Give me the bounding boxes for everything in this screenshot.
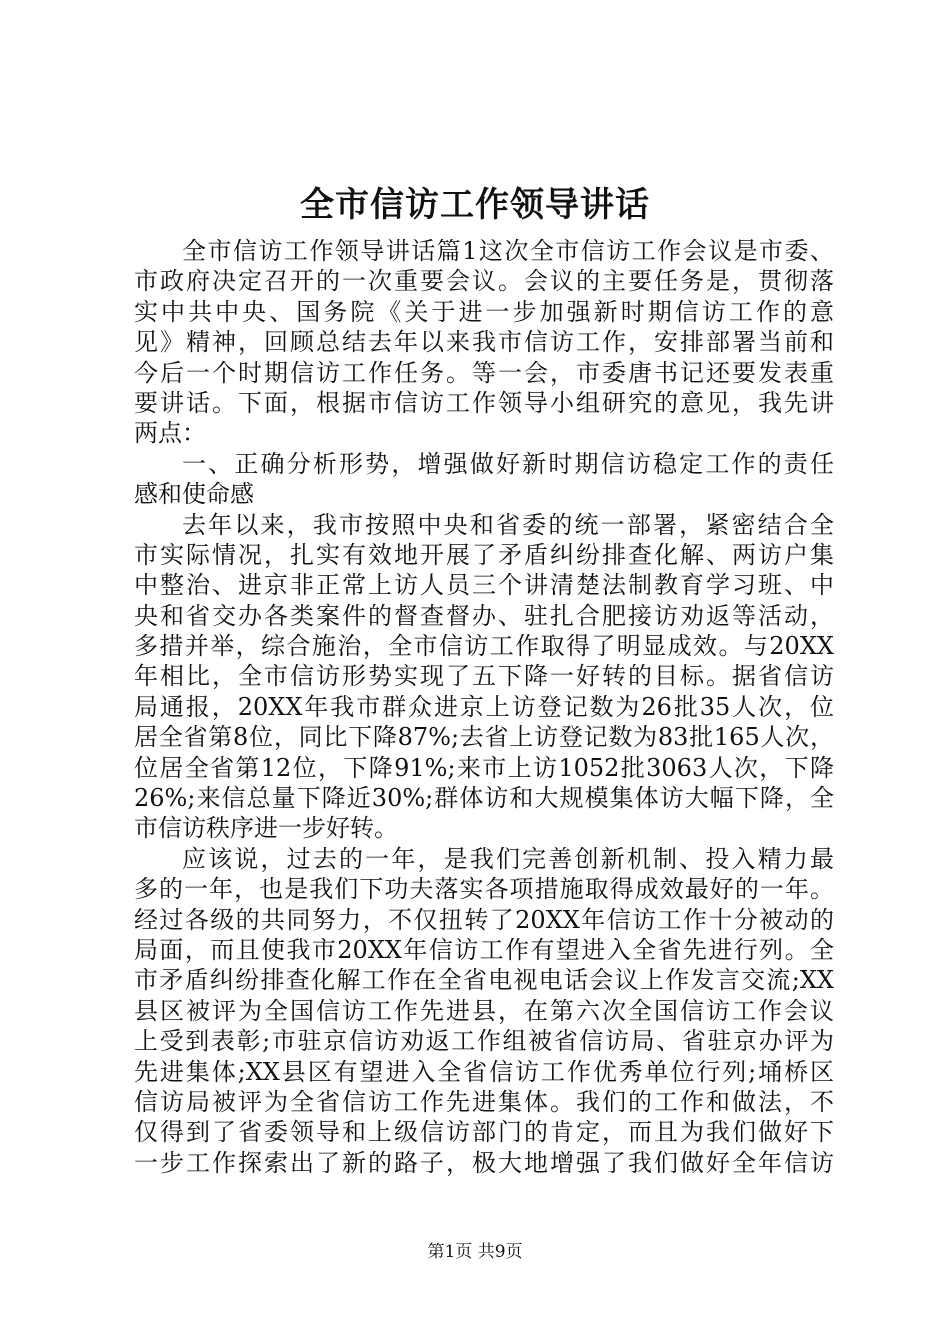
paragraph-line: 多措并举，综合施治，全市信访工作取得了明显成效。与20XX [134,632,834,661]
paragraph-line: 局面，而且使我市20XX年信访工作有望进入全省先进行列。全 [134,935,834,964]
paragraph [134,236,834,449]
paragraph-line: 一步工作探索出了新的路子，极大地增强了我们做好全年信访 [134,1148,834,1177]
paragraph-line: 年相比，全市信访形势实现了五下降一好转的目标。据省信访 [134,662,834,691]
paragraph-line: 去年以来，我市按照中央和省委的统一部署，紧密结合全 [182,510,834,539]
paragraph-line: 感和使命感 [134,480,254,509]
paragraph-line: 中整治、进京非正常上访人员三个讲清楚法制教育学习班、中 [134,571,834,600]
paragraph-line: 市实际情况，扎实有效地开展了矛盾纠纷排查化解、两访户集 [134,540,834,569]
paragraph-line: 经过各级的共同努力，不仅扭转了20XX年信访工作十分被动的 [134,905,834,934]
paragraph-line: 今后一个时期信访工作任务。等一会，市委唐书记还要发表重 [134,358,834,387]
paragraph-line: 市信访秩序进一步好转。 [134,814,398,843]
page-footer: 第1页 共9页 [427,1242,523,1262]
paragraph-line: 实中共中央、国务院《关于进一步加强新时期信访工作的意 [134,297,834,326]
paragraph [134,844,834,1178]
paragraph-line: 信访局被评为全省信访工作先进集体。我们的工作和做法，不 [134,1087,834,1116]
paragraph-line: 上受到表彰;市驻京信访劝返工作组被省信访局、省驻京办评为 [134,1027,834,1056]
paragraph-line: 多的一年，也是我们下功夫落实各项措施取得成效最好的一年。 [134,875,834,904]
paragraph-line: 县区被评为全国信访工作先进县，在第六次全国信访工作会议 [134,996,834,1025]
paragraph-line: 市矛盾纠纷排查化解工作在全省电视电话会议上作发言交流;XX [134,966,834,995]
paragraph-line: 位居全省第12位，下降91%;来市上访1052批3063人次，下降 [134,753,834,782]
paragraph-line: 26%;来信总量下降近30%;群体访和大规模集体访大幅下降，全 [134,784,834,813]
paragraph-line: 先进集体;XX县区有望进入全省信访工作优秀单位行列;埇桥区 [134,1057,834,1086]
paragraph-line: 要讲话。下面，根据市信访工作领导小组研究的意见，我先讲 [134,388,834,417]
paragraph-line: 市政府决定召开的一次重要会议。会议的主要任务是，贯彻落 [134,267,834,296]
paragraph [134,449,834,510]
document-title: 全市信访工作领导讲话 [300,185,650,225]
paragraph-line: 仅得到了省委领导和上级信访部门的肯定，而且为我们做好下 [134,1118,834,1147]
paragraph-line: 全市信访工作领导讲话篇1这次全市信访工作会议是市委、 [182,237,834,265]
paragraph-line: 居全省第8位，同比下降87%;去省上访登记数为83批165人次， [134,723,834,752]
paragraph [134,510,834,844]
paragraph-line: 一、正确分析形势，增强做好新时期信访稳定工作的责任 [182,449,834,478]
paragraph-line: 局通报，20XX年我市群众进京上访登记数为26批35人次，位 [134,692,834,721]
paragraph-line: 应该说，过去的一年，是我们完善创新机制、投入精力最 [182,844,834,873]
paragraph-line: 见》精神，回顾总结去年以来我市信访工作，安排部署当前和 [134,328,834,357]
document-body [134,236,834,1178]
paragraph-line: 央和省交办各类案件的督查督办、驻扎合肥接访劝返等活动， [134,601,834,630]
paragraph-line: 两点： [134,419,206,448]
